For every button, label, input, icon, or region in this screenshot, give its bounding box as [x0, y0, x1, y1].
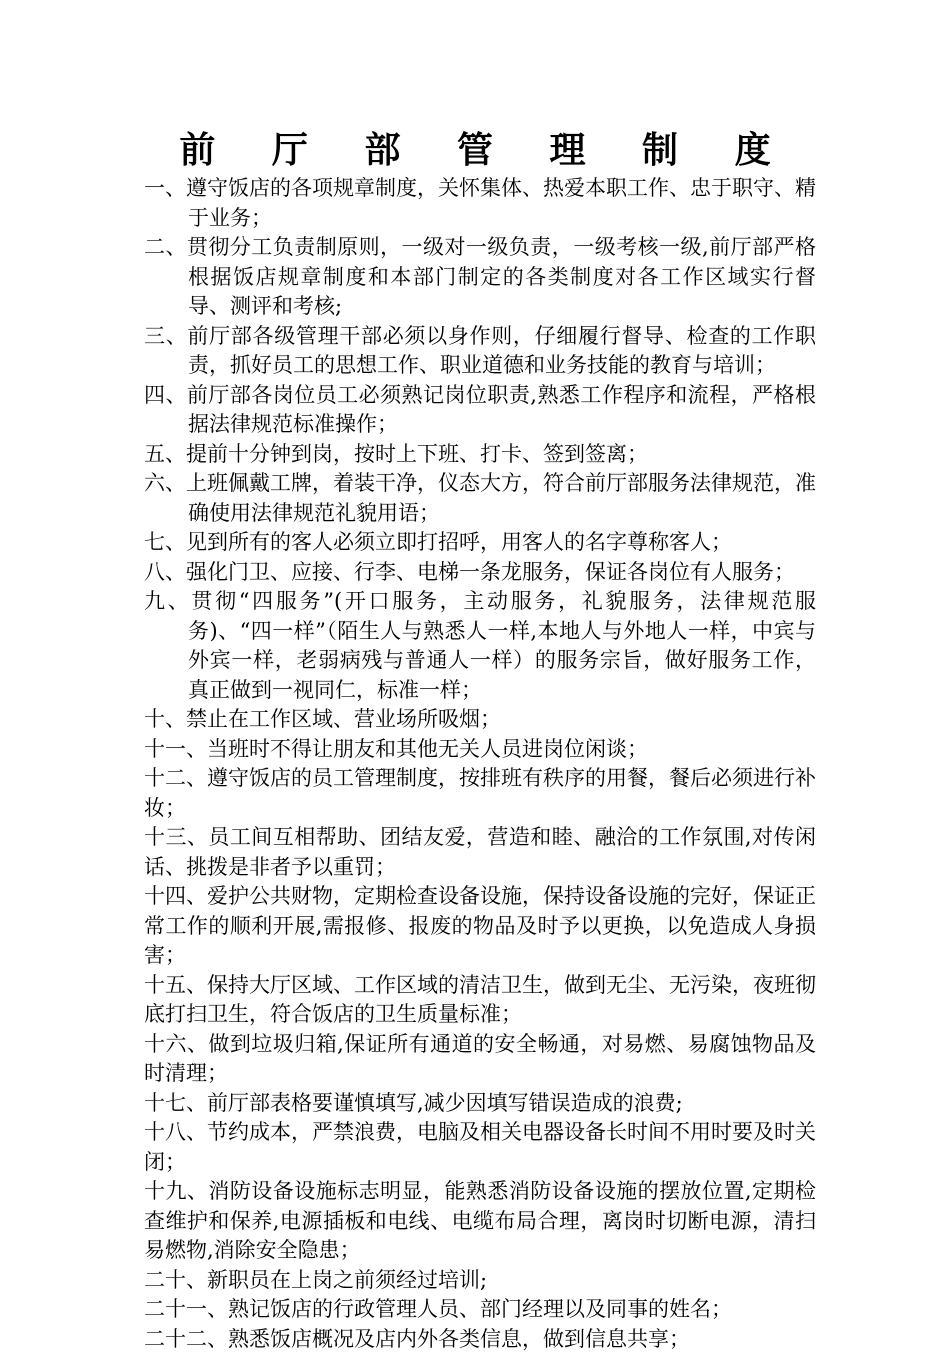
rule-item: 一、遵守饭店的各项规章制度，关怀集体、热爱本职工作、忠于职守、精于业务； [144, 174, 816, 233]
rules-list [144, 174, 816, 1354]
rule-item: 十二、遵守饭店的员工管理制度，按排班有秩序的用餐，餐后必须进行补妆； [144, 764, 816, 823]
rule-item: 二十、新职员在上岗之前须经过培训; [144, 1266, 816, 1296]
rule-item: 五、提前十分钟到岗，按时上下班、打卡、签到签离； [144, 440, 816, 470]
rule-item: 九、贯彻“四服务”(开口服务，主动服务，礼貌服务，法律规范服务)、“四一样”（陌生人与熟悉人一样,本地人与外地人一样，中宾与外宾一样，老弱病残与普通人一样）的服务宗旨，做好服务工作，真正做到一视同仁，标准一样； [144, 587, 816, 705]
rule-item: 十四、爱护公共财物，定期检查设备设施，保持设备设施的完好，保证正常工作的顺利开展,需报修、报废的物品及时予以更换，以免造成人身损害； [144, 882, 816, 971]
rule-item: 十六、做到垃圾归箱,保证所有通道的安全畅通，对易燃、易腐蚀物品及时清理； [144, 1030, 816, 1089]
rule-item: 十一、当班时不得让朋友和其他无关人员进岗位闲谈； [144, 735, 816, 765]
rule-item: 十五、保持大厅区域、工作区域的清洁卫生，做到无尘、无污染，夜班彻底打扫卫生，符合饭店的卫生质量标准； [144, 971, 816, 1030]
rule-item: 二十二、熟悉饭店概况及店内外各类信息，做到信息共享； [144, 1325, 816, 1354]
rule-item: 四、前厅部各岗位员工必须熟记岗位职责,熟悉工作程序和流程，严格根据法律规范标准操作； [144, 381, 816, 440]
rule-item: 六、上班佩戴工牌，着装干净，仪态大方，符合前厅部服务法律规范，准确使用法律规范礼貌用语； [144, 469, 816, 528]
rule-item: 二十一、熟记饭店的行政管理人员、部门经理以及同事的姓名； [144, 1295, 816, 1325]
rule-item: 三、前厅部各级管理干部必须以身作则，仔细履行督导、检查的工作职责，抓好员工的思想工作、职业道德和业务技能的教育与培训； [144, 322, 816, 381]
rule-item: 十九、消防设备设施标志明显，能熟悉消防设备设施的摆放位置,定期检查维护和保养,电源插板和电线、电缆布局合理，离岗时切断电源，清扫易燃物,消除安全隐患； [144, 1177, 816, 1266]
rule-item: 七、见到所有的客人必须立即打招呼，用客人的名字尊称客人； [144, 528, 816, 558]
document-title: 前 厅 部 管 理 制 度 [0, 122, 950, 178]
rule-item: 二、贯彻分工负责制原则，一级对一级负责，一级考核一级,前厅部严格根据饭店规章制度和本部门制定的各类制度对各工作区域实行督导、测评和考核; [144, 233, 816, 322]
rule-item: 十八、节约成本，严禁浪费，电脑及相关电器设备长时间不用时要及时关闭； [144, 1118, 816, 1177]
rule-item: 十三、员工间互相帮助、团结友爱，营造和睦、融洽的工作氛围,对传闲话、挑拨是非者予以重罚； [144, 823, 816, 882]
rule-item: 十、禁止在工作区域、营业场所吸烟； [144, 705, 816, 735]
rule-item: 十七、前厅部表格要谨慎填写,减少因填写错误造成的浪费; [144, 1089, 816, 1119]
rule-item: 八、强化门卫、应接、行李、电梯一条龙服务，保证各岗位有人服务； [144, 558, 816, 588]
